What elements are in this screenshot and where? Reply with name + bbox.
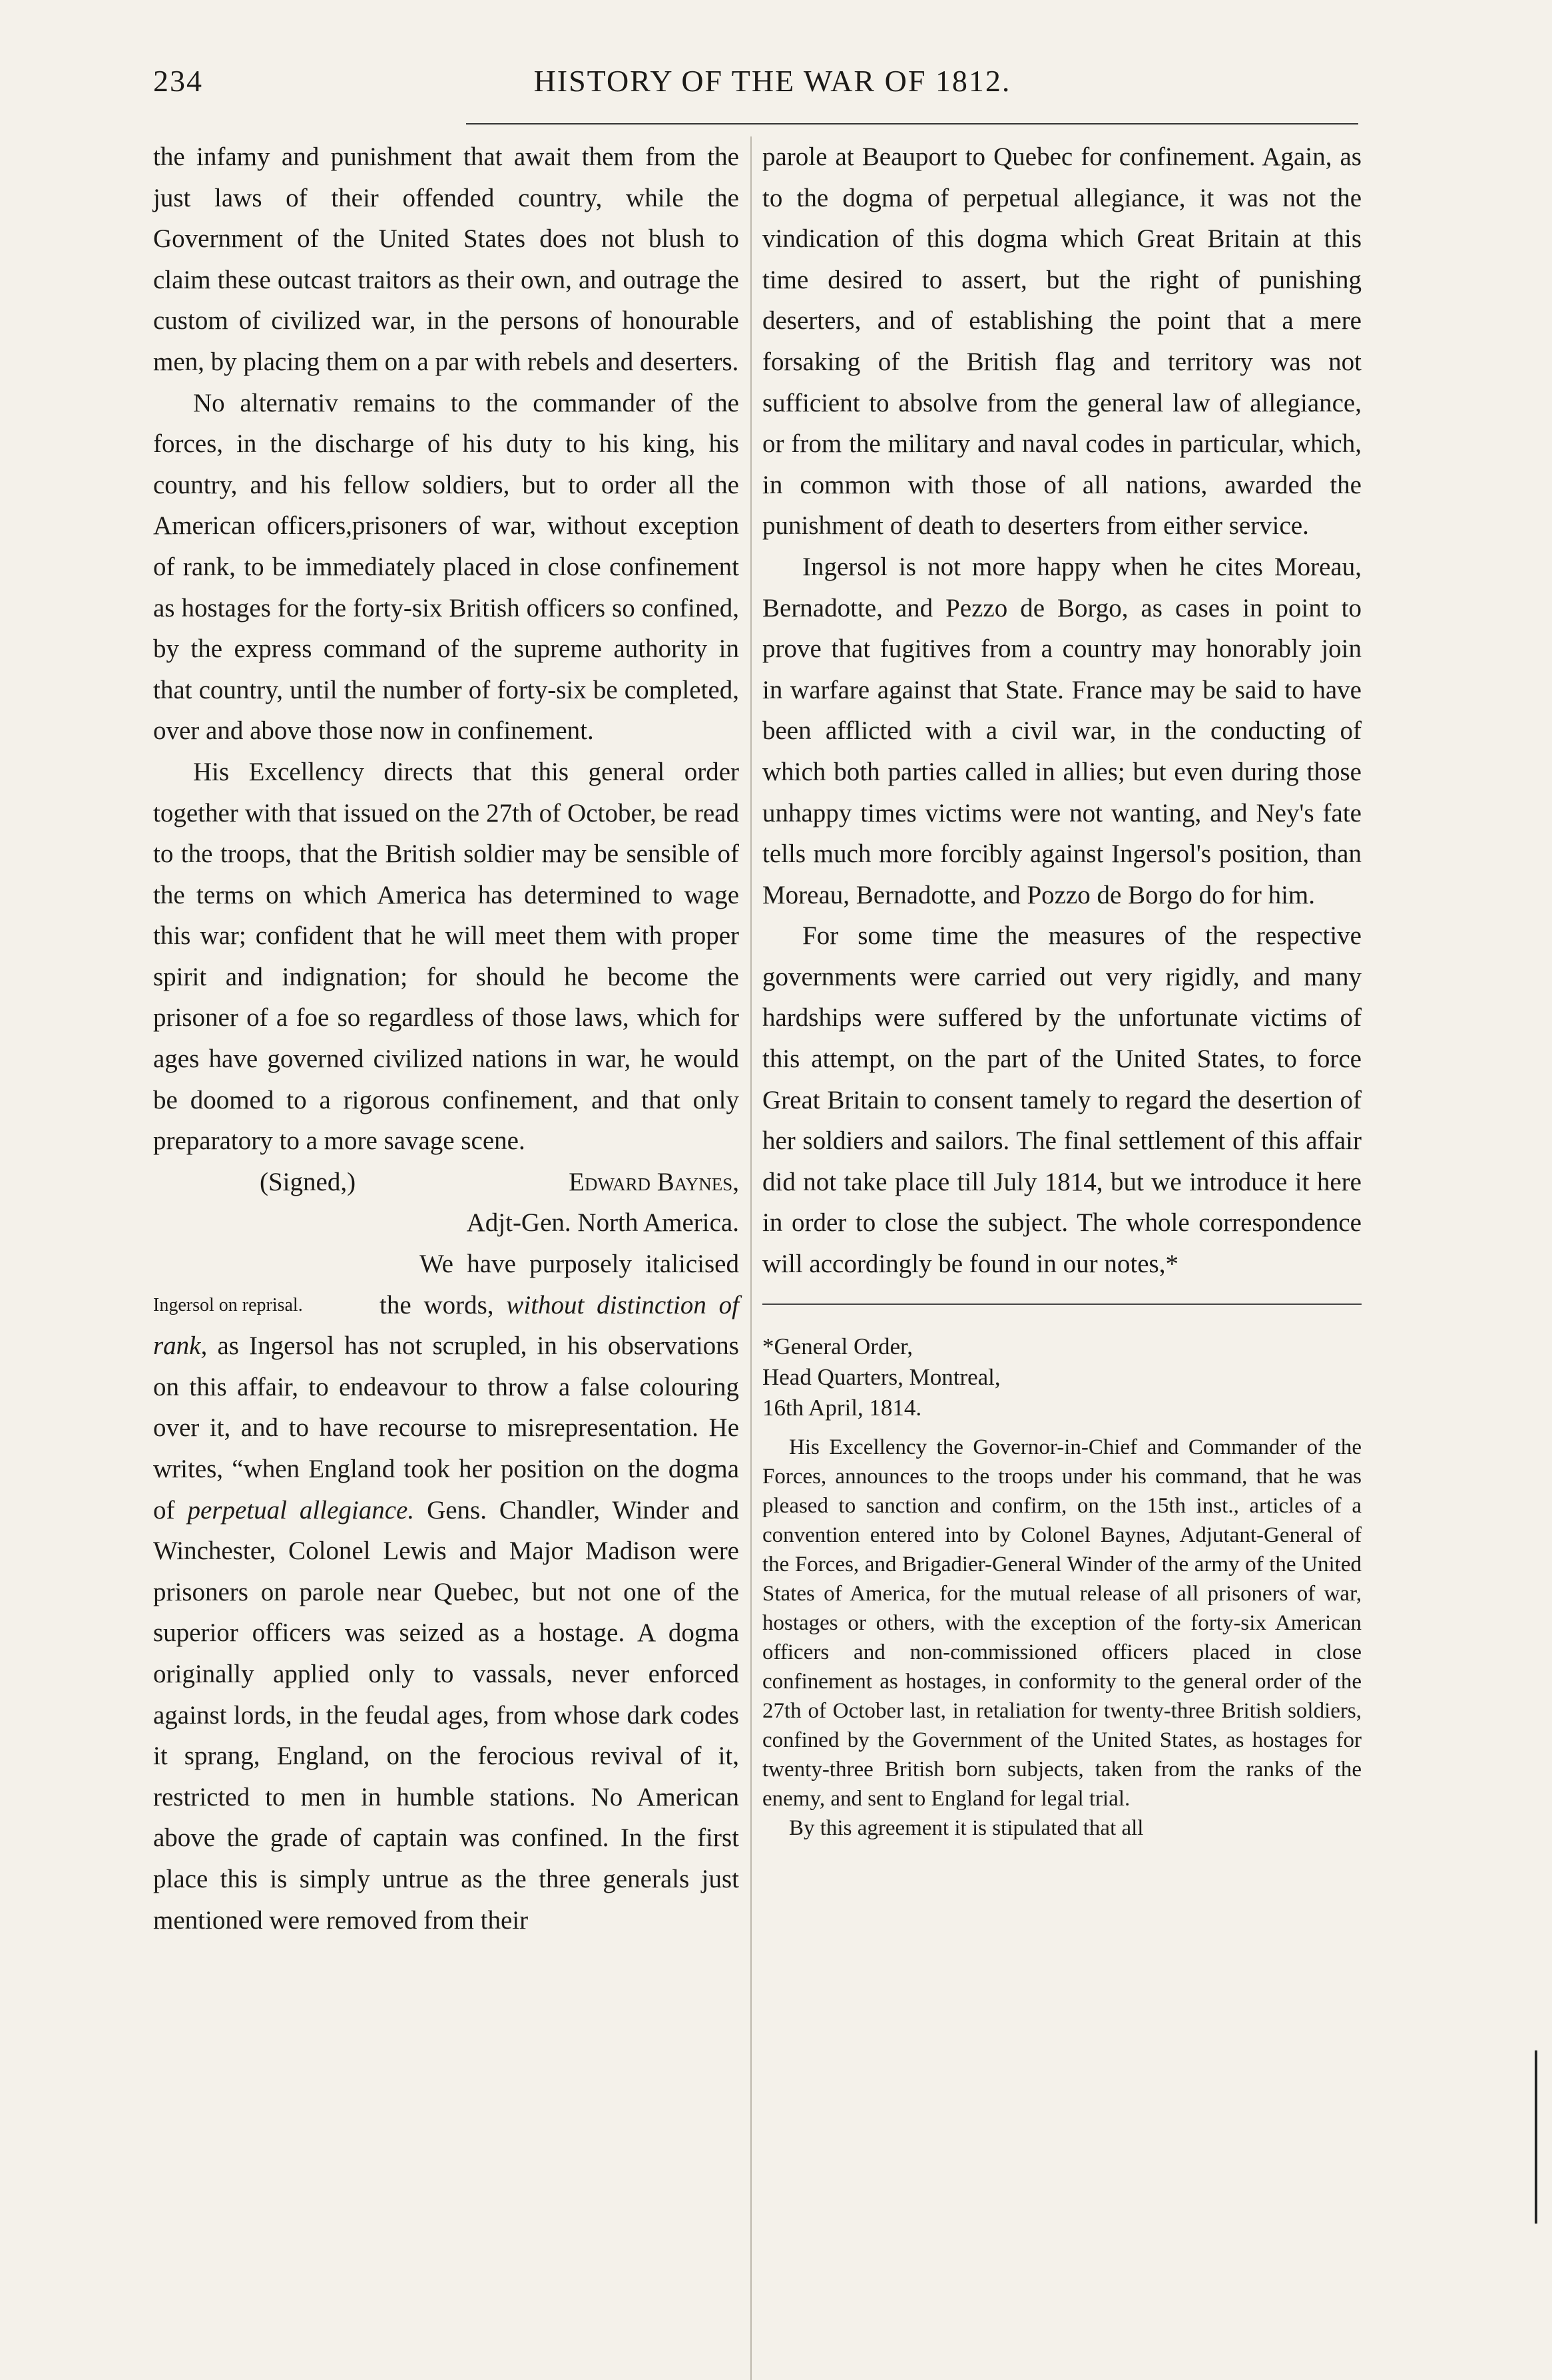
right-column [762, 136, 1362, 1843]
italic-phrase: without distinction of rank, [153, 1290, 739, 1361]
paragraph-text: as Ingersol has not scrupled, in his observations on this affair, to endeavour to throw a false colouring over it, and to have recourse to misrepresentation. He writes, “when England took her position on the dogma of [153, 1331, 739, 1525]
page-header [153, 63, 1392, 117]
paragraph [153, 1244, 739, 1941]
signer-name: Edward Baynes, [569, 1167, 739, 1196]
paragraph-start: We have purposely italicised the words, [380, 1250, 739, 1319]
footnote-paragraph: By this agreement it is stipulated that all [789, 1815, 1144, 1840]
paragraph: parole at Beauport to Quebec for confinement. Again, as to the dogma of perpetual allegiance, it was not the vindication of this dogma which Great Britain at this time desired to assert, but the right of punishing deserters, and of establishing the point that a mere forsaking of the British flag and territory was not sufficient to absolve from the general law of allegiance, or from the military and naval codes in particular, which, in common with those of all nations, awarded the punishment of death to deserters from either service. [762, 142, 1362, 541]
footnote-date: 16th April, 1814. [762, 1394, 922, 1421]
page-number: 234 [153, 64, 203, 98]
running-title: HISTORY OF THE WAR OF 1812. [533, 64, 1011, 98]
footnote [762, 1331, 1362, 1843]
header-rule [466, 123, 1358, 124]
paragraph: His Excellency directs that this general order together with that issued on the 27th of October, be read to the troops, that the British soldier may be sensible of the terms on which America has determined to wage this war; confident that he will meet them with proper spirit and indignation; for should he become the prisoner of a foe so regardless of those laws, which for ages have governed civilized nations in war, he would be doomed to a rigorous confinement, and that only preparatory to a more savage scene. [153, 757, 739, 1156]
footnote-rule [762, 1304, 1362, 1305]
footnote-heading: *General Order, [762, 1333, 913, 1359]
signer-title: Adjt-Gen. North America. [466, 1208, 739, 1238]
margin-note: Ingersol on reprisal. [153, 1294, 303, 1315]
italic-phrase: perpetual allegiance. [187, 1495, 427, 1525]
column-divider [750, 136, 752, 2380]
scan-edge-mark [1535, 2050, 1537, 2224]
paragraph: the infamy and punishment that await them from the just laws of their offended country, while the Government of the United States does not blush to claim these outcast traitors as their own, and outrage the custom of civilized war, in the persons of honourable men, by placing them on a par with rebels and deserters. [153, 142, 739, 376]
footnote-paragraph: His Excellency the Governor-in-Chief and Commander of the Forces, announces to the troops under his command, that he was pleased to sanction and confirm, on the 15th inst., articles of a convention entered into by Colonel Baynes, Adjutant-General of the Forces, and Brigadier-General Winder of the army of the United States of America, for the mutual release of all prisoners of war, hostages or others, with the exception of the forty-six American officers and non-commissioned officers placed in close confinement as hostages, in conformity to the general order of the 27th of October last, in retaliation for twenty-three British soldiers, confined by the Government of the United States, as hostages for twenty-three British born subjects, taken from the ranks of the enemy, and sent to England for legal trial. [762, 1435, 1362, 1811]
footnote-place: Head Quarters, Montreal, [762, 1363, 1001, 1390]
signed-label: (Signed,) [260, 1167, 356, 1196]
paragraph: Ingersol is not more happy when he cites Moreau, Bernadotte, and Pezzo de Borgo, as cases in point to prove that fugitives from a country may honorably join in warfare against that State. France may be said to have been afflicted with a civil war, in the conducting of which both parties called in allies; but even during those unhappy times victims were not wanting, and Ney's fate tells much more forcibly against Ingersol's position, than Moreau, Bernadotte, and Pozzo de Borgo do for him. [762, 552, 1362, 909]
paragraph: For some time the measures of the respective governments were carried out very rigidly, and many hardships were suffered by the unfortunate victims of this attempt, on the part of the United States, to force Great Britain to consent tamely to regard the desertion of her soldiers and sailors. The final settlement of this affair did not take place till July 1814, but we introduce it here in order to close the subject. The whole correspondence will accordingly be found in our notes,* [762, 921, 1362, 1279]
paragraph: No alternativ remains to the commander of the forces, in the discharge of his duty to his king, his country, and his fellow soldiers, but to order all the American officers,prisoners of war, without exception of rank, to be immediately placed in close confinement as hostages for the forty-six British officers so confined, by the express command of the supreme authority in that country, until the number of forty-six be completed, over and above those now in confinement. [153, 388, 739, 746]
signature-line [153, 1162, 739, 1203]
paragraph-text: Gens. Chandler, Winder and Winchester, Colonel Lewis and Major Madison were prisoners on parole near Quebec, but not one of the superior officers was seized as a hostage. A dogma originally applied only to vassals, never enforced against lords, in the feudal ages, from whose dark codes it sprang, England, on the ferocious revival of it, restricted to men in humble stations. No American above the grade of captain was confined. In the first place this is simply untrue as the three generals just mentioned were removed from their [153, 1495, 739, 1935]
left-column [153, 136, 739, 1941]
